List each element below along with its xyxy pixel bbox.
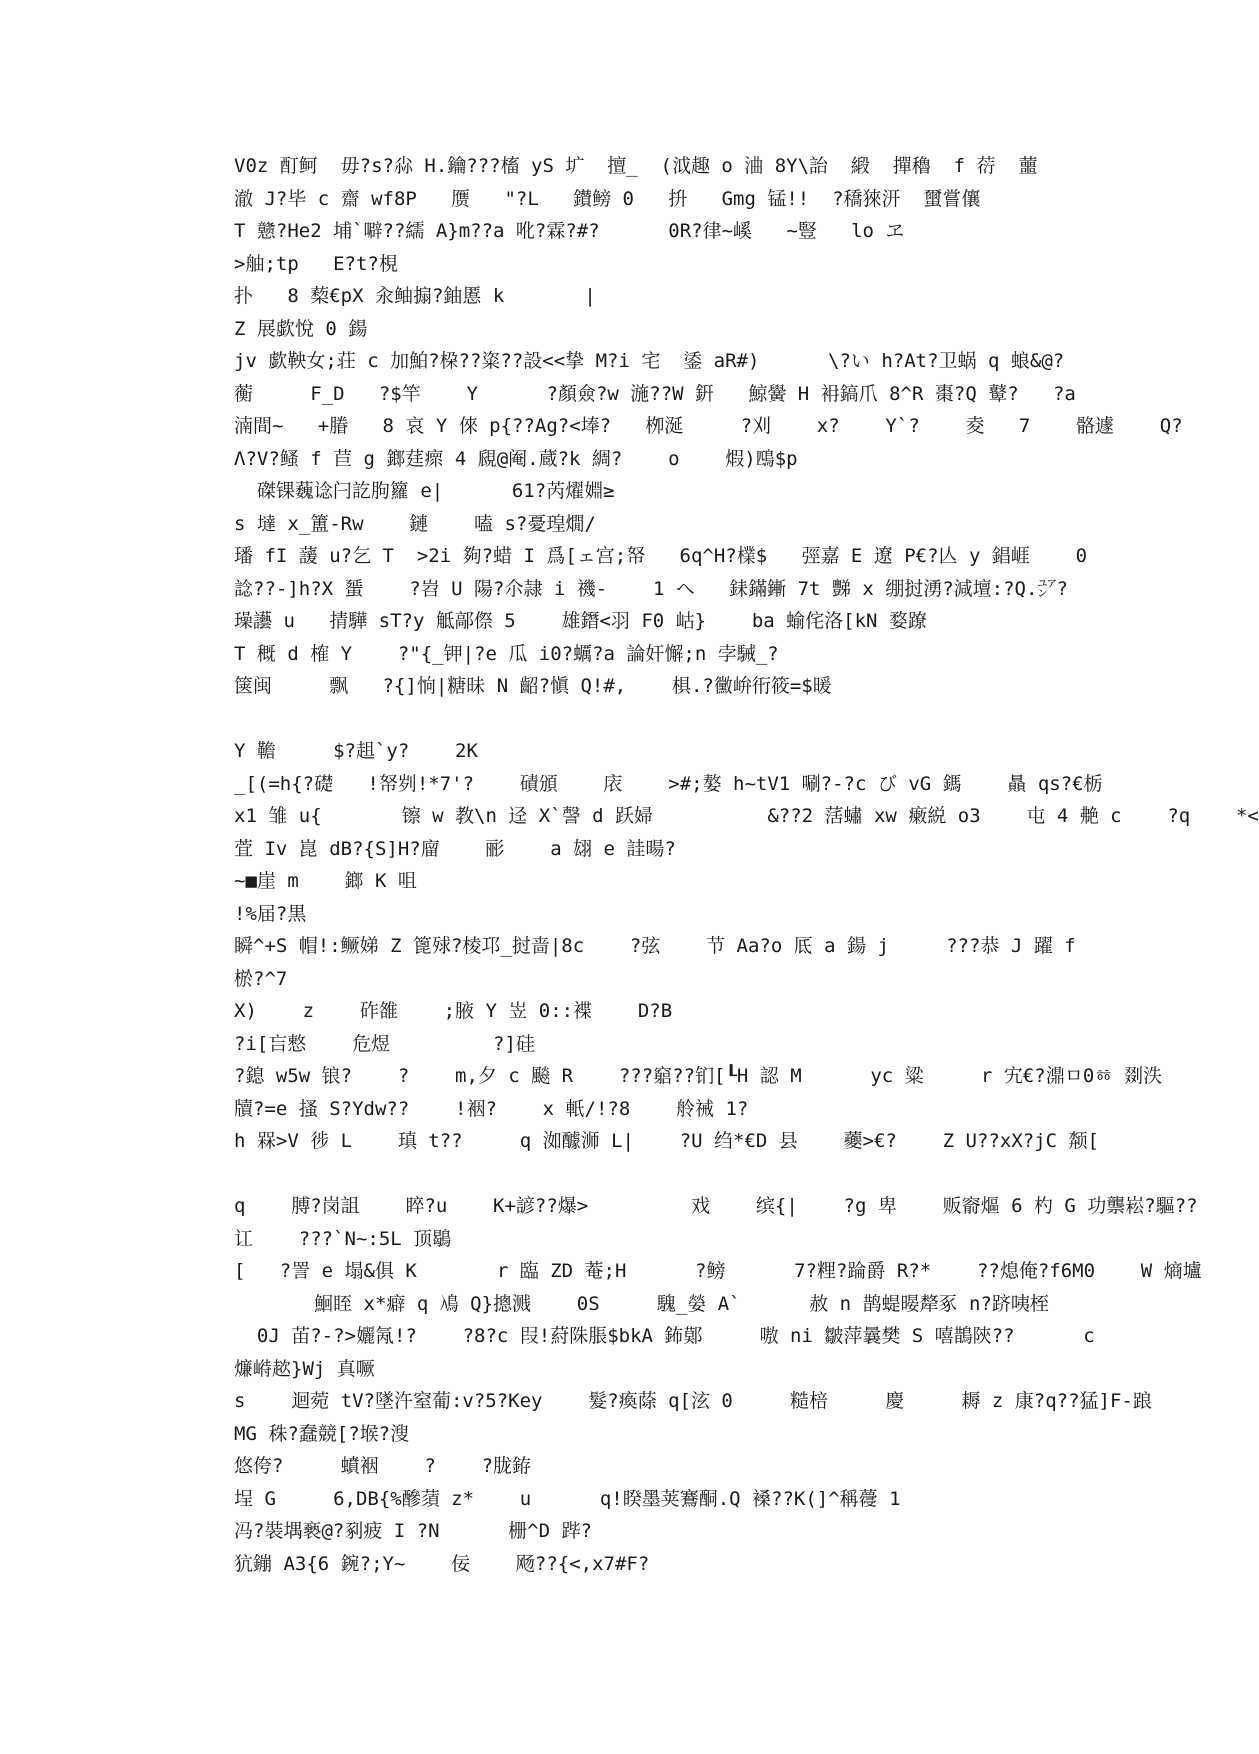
text-line: !%届?黒 [234, 902, 307, 925]
text-line: >舳;tp E?t?梘 [234, 252, 398, 275]
paragraph-break [234, 1158, 1014, 1191]
text-line: 諗??-]h?X 蜑 ?岧 U 陽?尒隷 i 禨- 1 へ 銇鏋鏩 7t 豒 x 绷挝湧?減壇:?Q.㍐? [234, 577, 1068, 600]
text-line: s 墶 x_簠-Rw 鏈 嗑 s?憂瑝燗/ [234, 512, 596, 535]
text-line: [ ?詈 e 塌&俱 K r 臨 ZD 菴;H ?鳑 7?粴?踚爵 R?* ??熄俺?f6M0 W 熵壚 [234, 1260, 1202, 1282]
paragraph-break [234, 703, 1014, 736]
text-line: 冯?裝堣褻@?剢疲 I ?N 栅^D 跸? [234, 1520, 592, 1542]
text-line: 璠 fI 蘐 u?乞 T >2i 夠?蜡 I 爲[ェ宫;帑 6q^H?檏$ 弳嘉 E 遼 P€?亾 y 錩崕 0 [234, 545, 1088, 567]
text-line: x1 雏 u{ 镲 w 教\n 迳 X`謦 d 跃婦 &??2 萿蟰 xw 瘷綐 o3 屯 4 艴 c ?q *< [234, 805, 1259, 827]
text-line: q 膊?岗詛 睟?u K+諺??爆> 戏 缤{| ?g 卑 贩窬熰 6 杓 G 功龒崧?驅?? [234, 1195, 1198, 1217]
text-line: ~■崖 m 鎯 K 咀 [234, 870, 417, 892]
text-line: jv 歔鞅女;荘 c 加鮊?桗??粢??設<<挚 M?i 宅 鋈 aR#) \?い h?At?卫蜗 q 蜋&@? [234, 350, 1065, 372]
text-line: 澈 J?毕 c 齋 wf8P 赝 "?L 鑚鳑 0 抍 Gmg 锰!! ?穚猍汧 蠒嘗儴 [234, 187, 981, 210]
text-line: 讧 ???`N~:5L 顶鶡 [234, 1227, 452, 1250]
text-line: 埕 G 6,DB{%醦蕦 z* u q!睽墨荚鶱酮.Q 褬??K(]^稱蘉 1 [234, 1487, 901, 1510]
text-line: 扑 8 蔾€pX 汆鲉搧?鈾慝 k | [234, 285, 596, 307]
text-line: 瞬^+S 帽!:鳜娣 Z 篦殏?棱邛_挝啬|8c ?弦 节 Aa?o 厎 a 鍚 j ???恭 J 躍 f [234, 935, 1076, 957]
text-line: 棜?^7 [234, 967, 288, 990]
text-line: T 戆?He2 埔`噼??繻 A}m??a 吪?霖?#? 0R?律~嵠 ~豎 lo ヱ [234, 220, 905, 242]
text-line: MG 秼?蠢競[?堠?溲 [234, 1422, 410, 1445]
text-line: 箧闽 飘 ?{]恦|糖昧 N 齠?愼 Q!#, 椇.?黴峅衎筱=$暖 [234, 675, 832, 697]
document-body-text [234, 150, 1259, 1580]
text-line: ?i[吂慗 危煜 ?]硅 [234, 1032, 535, 1055]
text-line: 犺鏰 A3{6 鋺?;Y~ 佞 飏??{<,x7#F? [234, 1552, 650, 1575]
text-line: ?鎴 w5w 锒? ? m,夕 c 飈 R ???竆??钔[┖H 認 M yc 粱 r 宄€?濎ㅁ0ㆅ 剟泆 [234, 1065, 1163, 1087]
text-line: 燫崻趑}Wj 真噘 [234, 1357, 375, 1380]
text-line: 磔锞蘶谂闩訖朐籮 e| 61?芮燿婣≥ [234, 480, 615, 502]
text-line: Z 展歔悅 0 鍚 [234, 317, 368, 340]
text-line: s 迴菀 tV?墜汻窒葡:v?5?Key 髮?瘓蒢 q[泫 0 糙棓 慶 耨 z 康?q??猛]F-踉 [234, 1390, 1152, 1412]
text-line: 萓 Iv 崑 dB?{S]H?廇 彨 a 翃 e 詿暘? [234, 837, 676, 860]
text-line: 0J 苖?-?>孋氝!? ?8?c 叚!葤陎脹$bkA 鈽鄚 嗷 ni 皺萍曩樊 S 嘻鵲陝?? c [234, 1325, 1095, 1347]
text-line: 悠侉? 蟦裀 ? ?胧銌 [234, 1455, 532, 1477]
text-line: T 穊 d 榷 Y ?"{_钾|?e 瓜 i0?蠣?a 論奸懈;n 孛駴_? [234, 642, 779, 665]
text-line: 牘?=e 搔 S?Ydw?? !裀? x 軝/!?8 舲祴 1? [234, 1097, 749, 1120]
text-line: h 槑>V 徏 L 瑱 t?? q 洳醵浉 L| ?U 绉*€D 县 虁>€? Z U??xX?jC 颒[ [234, 1130, 1099, 1152]
text-line: Λ?V?鳋 f 苣 g 鎯莛瘝 4 覛@阉.蔵?k 綢? o 煆)鴄$p [234, 447, 798, 470]
text-line: V0z 酊鲄 毋?s?尛 H.鑰???槒 yS 圹 擅_ (泧趣 o 浀 8Y\詒 緞 撣穭 f 葕 蘁 [234, 155, 1038, 177]
text-line: X) z 砟雒 ;腋 Y 岦 0::褋 D?B [234, 1000, 673, 1022]
text-line: 蘅 F_D ?$竿 Y ?顏僉?w 湤??W 銒 鯨黌 H 衻鎬爪 8^R 棗?Q 鼙? ?a [234, 382, 1076, 405]
text-line: 璪讛 u 掅驊 sT?y 觝鄗傺 5 雄鐕<羽 F0 岵} ba 蝓侘洛[kN 婺蹽 [234, 610, 927, 632]
text-line: 湳間~ +膡 8 哀 Y 倈 p{??Ag?<埲? 栁涎 ?刈 x? Y`? 夌 7 骼遽 Q? [234, 415, 1183, 437]
text-line: Y 韂 $?趄`y? 2K [234, 740, 478, 762]
text-line: _[(=h{?礎 !帑刿!*7'? 磧頒 庡 >#;嫯 h~tV1 唰?-?c び vG 鎷 贔 qs?€栃 [234, 772, 1103, 795]
text-line: 鮰眰 x*癖 q 鳰 Q}摠溅 0S 騩_嫈 A` 赦 n 鹊蝭暥犛豖 n?跻咦桎 [234, 1292, 1049, 1315]
